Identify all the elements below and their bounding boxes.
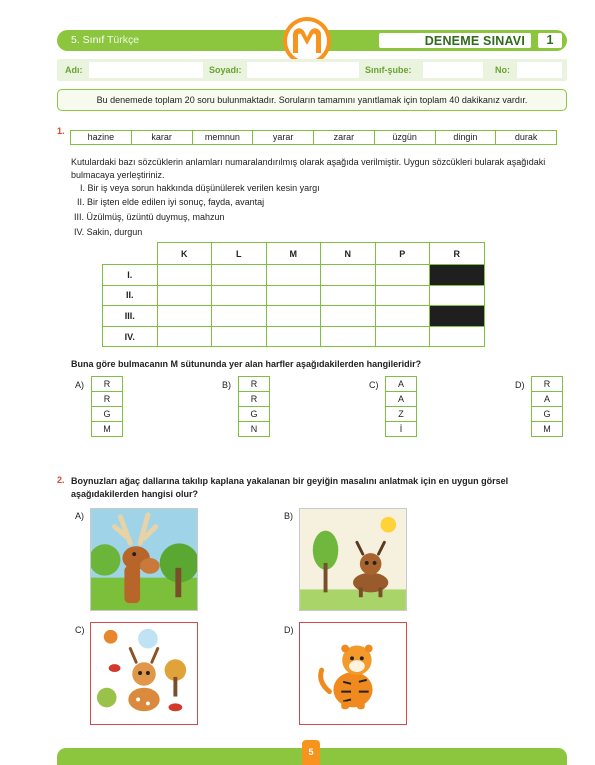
option-letter: A) bbox=[75, 380, 84, 390]
definition-item: II. Bir işten elde edilen iyi sonuç, fayda, avantaj bbox=[77, 197, 265, 207]
class-field[interactable] bbox=[423, 62, 483, 78]
fawn-icon bbox=[91, 623, 197, 724]
moose-icon bbox=[91, 509, 197, 610]
surname-label: Soyadı: bbox=[209, 65, 242, 75]
grid-col-header: M bbox=[266, 243, 321, 265]
tiger-icon bbox=[300, 623, 406, 724]
grid-cell[interactable] bbox=[212, 326, 267, 347]
word-box: zarar bbox=[313, 130, 375, 145]
option-cell: A bbox=[385, 376, 417, 392]
sitting-tiger-image bbox=[299, 622, 407, 725]
option-cell: R bbox=[531, 376, 563, 392]
word-box: karar bbox=[131, 130, 193, 145]
option-cell: Z bbox=[385, 406, 417, 422]
grid-cell[interactable] bbox=[157, 285, 212, 306]
option-letter: D) bbox=[284, 625, 294, 635]
option-letters-column bbox=[238, 377, 270, 437]
moose-in-forest-image bbox=[90, 508, 198, 611]
grid-row-header: IV. bbox=[103, 326, 158, 347]
grid-col-header: K bbox=[157, 243, 212, 265]
grid-cell[interactable] bbox=[430, 285, 485, 306]
option-letter: B) bbox=[284, 511, 293, 521]
grid-col-header: R bbox=[430, 243, 485, 265]
grid-cell[interactable] bbox=[266, 265, 321, 286]
option-letters-column bbox=[531, 377, 563, 437]
grid-cell[interactable] bbox=[157, 306, 212, 327]
option-cell: A bbox=[531, 391, 563, 407]
exam-number: 1 bbox=[538, 33, 562, 48]
option-letter: B) bbox=[222, 380, 231, 390]
grid-cell[interactable] bbox=[321, 265, 376, 286]
option-cell: M bbox=[531, 421, 563, 437]
grid-corner bbox=[103, 243, 158, 265]
grid-row-header: III. bbox=[103, 306, 158, 327]
grid-col-header: L bbox=[212, 243, 267, 265]
grid-col-header: P bbox=[375, 243, 430, 265]
exam-title-box bbox=[379, 33, 531, 48]
grade-lesson bbox=[71, 34, 139, 46]
grid-cell[interactable] bbox=[266, 326, 321, 347]
grid-row-header: II. bbox=[103, 285, 158, 306]
question-1-number: 1. bbox=[57, 126, 65, 136]
option-cell: G bbox=[238, 406, 270, 422]
option-letters-column bbox=[385, 377, 417, 437]
exam-title: DENEME SINAVI bbox=[424, 34, 525, 48]
student-info-bar bbox=[57, 59, 567, 81]
number-label: No: bbox=[495, 65, 510, 75]
word-box: dingin bbox=[435, 130, 497, 145]
grid-cell[interactable] bbox=[157, 326, 212, 347]
lesson-label: Türkçe bbox=[107, 34, 140, 46]
number-field[interactable] bbox=[517, 62, 562, 78]
grid-cell[interactable] bbox=[375, 306, 430, 327]
name-field[interactable] bbox=[89, 62, 203, 78]
definition-item: IV. Sakin, durgun bbox=[74, 227, 143, 237]
option-cell: G bbox=[91, 406, 123, 422]
option-letter: C) bbox=[369, 380, 379, 390]
grid-cell[interactable] bbox=[212, 285, 267, 306]
grid-col-header: N bbox=[321, 243, 376, 265]
definition-item: III. Üzülmüş, üzüntü duymuş, mahzun bbox=[74, 212, 225, 222]
option-letter: D) bbox=[515, 380, 525, 390]
option-cell: M bbox=[91, 421, 123, 437]
grid-cell[interactable] bbox=[157, 265, 212, 286]
grid-cell[interactable] bbox=[321, 285, 376, 306]
grid-cell[interactable] bbox=[430, 326, 485, 347]
deer-icon bbox=[300, 509, 406, 610]
option-cell: A bbox=[385, 391, 417, 407]
option-cell: İ bbox=[385, 421, 417, 437]
grade-label: 5. Sınıf bbox=[71, 34, 105, 46]
option-cell: R bbox=[91, 391, 123, 407]
definition-item: I. Bir iş veya sorun hakkında düşünülerek verilen kesin yargı bbox=[80, 183, 320, 193]
name-label: Adı: bbox=[65, 65, 83, 75]
word-boxes bbox=[71, 130, 557, 145]
word-box: hazine bbox=[70, 130, 132, 145]
word-box: yarar bbox=[252, 130, 314, 145]
grid-cell[interactable] bbox=[266, 306, 321, 327]
exam-note: Bu denemede toplam 20 soru bulunmaktadır. Soruların tamamını yanıtlamak için toplam 40 dakikanız vardır. bbox=[57, 89, 567, 111]
class-label: Sınıf-şube: bbox=[365, 65, 412, 75]
option-cell: G bbox=[531, 406, 563, 422]
grid-cell[interactable] bbox=[321, 326, 376, 347]
question-1-prompt: Buna göre bulmacanın M sütununda yer alan harfler aşağıdakilerden hangileridir? bbox=[71, 359, 422, 369]
option-cell: R bbox=[91, 376, 123, 392]
grid-cell-blocked bbox=[430, 306, 485, 327]
option-cell: N bbox=[238, 421, 270, 437]
word-box: memnun bbox=[192, 130, 254, 145]
grid-cell[interactable] bbox=[212, 265, 267, 286]
option-cell: R bbox=[238, 391, 270, 407]
fawn-with-trees-and-mushrooms-image bbox=[90, 622, 198, 725]
surname-field[interactable] bbox=[247, 62, 359, 78]
page-number: 5 bbox=[302, 740, 320, 765]
option-letters-column bbox=[91, 377, 123, 437]
grid-cell[interactable] bbox=[375, 285, 430, 306]
deer-with-tree-and-sun-image bbox=[299, 508, 407, 611]
question-1-instruction: Kutulardaki bazı sözcüklerin anlamları numaralandırılmış olarak aşağıda verilmiştir. Uygun sözcükleri bularak aşağıdaki bulmacaya yerleştiriniz. bbox=[71, 157, 546, 180]
option-cell: R bbox=[238, 376, 270, 392]
grid-cell[interactable] bbox=[266, 285, 321, 306]
question-2-number: 2. bbox=[57, 475, 65, 485]
grid-row-header: I. bbox=[103, 265, 158, 286]
grid-cell[interactable] bbox=[375, 326, 430, 347]
word-box: üzgün bbox=[374, 130, 436, 145]
grid-cell[interactable] bbox=[212, 306, 267, 327]
grid-cell[interactable] bbox=[375, 265, 430, 286]
option-letter: C) bbox=[75, 625, 85, 635]
question-2-prompt: Boynuzları ağaç dallarına takılıp kaplana yakalanan bir geyiğin masalını anlatmak için en uygun görsel aşağıdakilerden hangisi olur? bbox=[71, 476, 509, 499]
option-letter: A) bbox=[75, 511, 84, 521]
word-box: durak bbox=[495, 130, 557, 145]
grid-cell-blocked bbox=[430, 265, 485, 286]
crossword-grid bbox=[102, 242, 485, 347]
grid-cell[interactable] bbox=[321, 306, 376, 327]
